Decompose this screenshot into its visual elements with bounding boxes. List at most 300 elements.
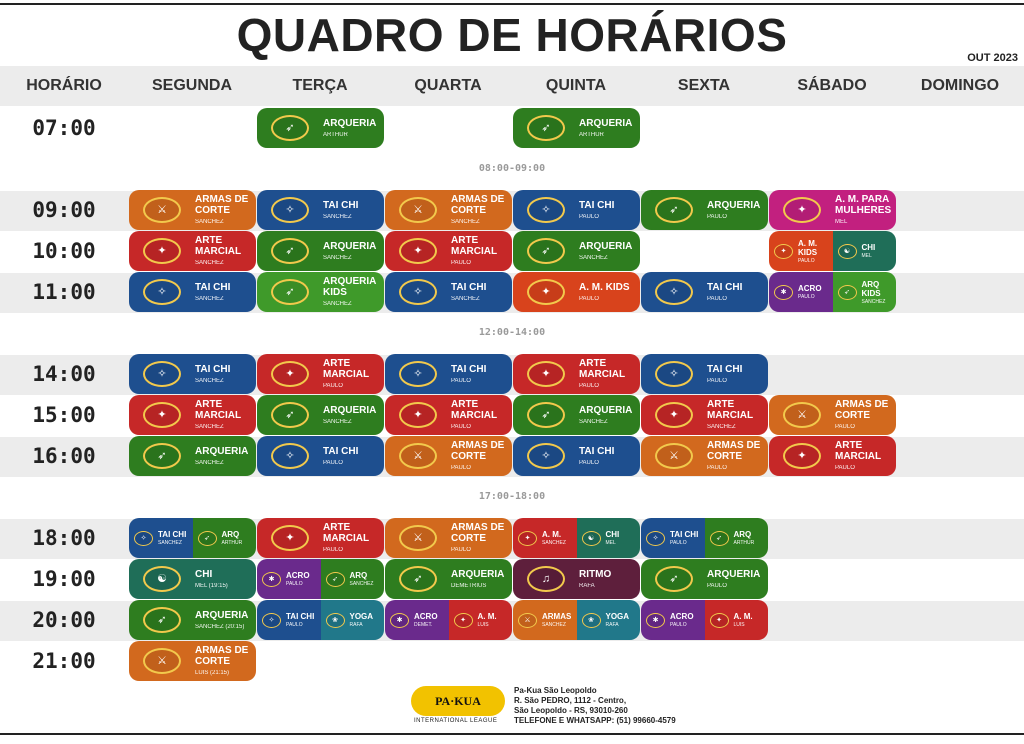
class-text — [451, 440, 512, 472]
class-name: ARTE MARCIAL — [195, 399, 242, 421]
martial-icon: ✦ — [454, 613, 473, 628]
class-text — [862, 243, 876, 259]
class-text — [579, 405, 632, 426]
class-card[interactable] — [385, 272, 512, 312]
class-card[interactable] — [129, 354, 256, 394]
class-segment — [129, 354, 256, 394]
martial-icon: ✦ — [271, 525, 309, 551]
archer-icon: ➶ — [655, 566, 693, 592]
logo-text: PA·KUA — [435, 693, 481, 708]
class-segment — [833, 231, 897, 271]
class-text — [195, 645, 256, 677]
class-name: TAI CHI — [451, 281, 487, 293]
class-text — [195, 282, 230, 303]
instructor-name: RAFA — [579, 582, 595, 589]
time-label: 09:00 — [32, 198, 96, 222]
instructor-name: SANCHEZ — [579, 418, 608, 425]
class-name: ARQUERIA — [323, 117, 377, 129]
class-card[interactable] — [129, 190, 256, 230]
class-name: ARQ KIDS — [861, 279, 881, 298]
class-card[interactable] — [385, 518, 512, 558]
class-text — [323, 405, 376, 426]
archer-icon: ➶ — [527, 115, 565, 141]
class-segment — [641, 395, 768, 435]
class-name: ARQUERIA — [579, 117, 633, 129]
class-card[interactable] — [257, 190, 384, 230]
instructor-name: PAULO — [286, 622, 303, 628]
class-name: ARQUERIA KIDS — [323, 276, 376, 298]
class-name: ARTE MARCIAL — [835, 440, 882, 462]
class-name: ARTE MARCIAL — [451, 399, 498, 421]
class-segment — [513, 190, 640, 230]
sword-icon: ⚔ — [783, 402, 821, 428]
class-card[interactable] — [385, 190, 512, 230]
martial-icon: ✦ — [527, 361, 565, 387]
time-label: 14:00 — [32, 362, 96, 386]
class-card[interactable] — [641, 354, 768, 394]
class-name: TAI CHI — [323, 199, 359, 211]
class-segment — [129, 641, 256, 681]
class-card[interactable] — [513, 354, 640, 394]
class-text — [195, 399, 256, 431]
class-segment — [193, 518, 257, 558]
class-card[interactable] — [129, 231, 256, 271]
class-segment — [129, 436, 256, 476]
instructor-name: PAULO — [670, 540, 687, 546]
class-name: ARQUERIA — [707, 199, 761, 211]
class-name: ARQUERIA — [195, 609, 249, 621]
class-text — [222, 530, 243, 546]
class-segment — [385, 272, 512, 312]
class-name: TAI CHI — [707, 363, 743, 375]
class-card[interactable] — [385, 354, 512, 394]
instructor-name: SANCHEZ — [579, 254, 608, 261]
instructor-name: PAULO — [579, 459, 599, 466]
sword-icon: ⚔ — [399, 443, 437, 469]
class-card[interactable] — [129, 272, 256, 312]
class-text — [606, 530, 620, 546]
class-segment — [129, 600, 256, 640]
class-text — [323, 276, 384, 308]
class-segment — [641, 272, 768, 312]
class-segment — [257, 190, 384, 230]
class-name: ARQUERIA — [195, 445, 249, 457]
class-name: RITMO — [579, 568, 612, 580]
top-rule — [0, 3, 1024, 5]
taichi-icon: ✧ — [271, 197, 309, 223]
class-text — [286, 612, 314, 628]
instructor-name: PAULO — [579, 383, 599, 389]
class-segment — [705, 600, 769, 640]
class-card[interactable] — [129, 436, 256, 476]
class-card[interactable] — [769, 190, 896, 230]
instructor-name: SANCHEZ — [542, 540, 566, 546]
class-segment — [257, 108, 384, 148]
instructor-name: PAULO — [451, 547, 471, 553]
class-name: ARTE MARCIAL — [579, 358, 626, 380]
class-segment — [769, 231, 833, 271]
class-name: A. M. — [733, 612, 753, 621]
class-text — [350, 571, 374, 587]
instructor-name: PAULO — [670, 622, 687, 628]
acro-icon: ✱ — [390, 613, 409, 628]
instructor-name: MEL (19:15) — [195, 582, 228, 589]
sword-icon: ⚔ — [143, 197, 181, 223]
class-card[interactable] — [257, 600, 384, 640]
class-name: TAI CHI — [579, 445, 615, 457]
class-segment — [385, 559, 512, 599]
taichi-icon: ✧ — [134, 531, 153, 546]
martial-icon: ✦ — [399, 402, 437, 428]
archer-icon: ➶ — [271, 402, 309, 428]
class-card[interactable] — [641, 395, 768, 435]
instructor-name: MEL — [835, 219, 848, 225]
header-day-7: DOMINGO — [920, 77, 1000, 94]
class-segment — [257, 231, 384, 271]
class-text — [579, 200, 614, 221]
class-text — [542, 530, 566, 546]
instructor-name: PAULO — [798, 257, 815, 264]
instructor-name: PAULO — [451, 424, 471, 430]
instructor-name: SANCHEZ — [861, 298, 886, 305]
class-text — [579, 569, 611, 590]
class-name: ARQUERIA — [451, 568, 505, 580]
class-text — [579, 446, 614, 467]
martial-icon: ✦ — [710, 613, 729, 628]
archer-icon: ➶ — [838, 285, 857, 300]
class-card[interactable] — [513, 108, 640, 148]
class-card[interactable] — [513, 395, 640, 435]
class-text — [451, 282, 486, 303]
time-label: 15:00 — [32, 403, 96, 427]
martial-icon: ✦ — [143, 238, 181, 264]
sword-icon: ⚔ — [655, 443, 693, 469]
class-card[interactable] — [513, 231, 640, 271]
class-card[interactable] — [385, 231, 512, 271]
class-name: ARTE MARCIAL — [451, 235, 498, 257]
class-card[interactable] — [257, 108, 384, 148]
class-card[interactable] — [385, 395, 512, 435]
sword-icon: ⚔ — [399, 197, 437, 223]
class-text — [414, 612, 438, 628]
instructor-name: LUIS (21:15) — [195, 670, 230, 676]
class-segment — [449, 600, 513, 640]
instructor-name: SANCHEZ — [195, 377, 224, 384]
class-card[interactable] — [385, 559, 512, 599]
bottom-rule — [0, 733, 1024, 735]
instructor-name: PAULO — [798, 294, 815, 300]
class-card[interactable] — [257, 518, 384, 558]
martial-icon: ✦ — [271, 361, 309, 387]
instructor-name: PAULO — [707, 582, 727, 589]
class-name: YOGA — [349, 612, 374, 621]
class-card[interactable] — [641, 436, 768, 476]
class-card[interactable] — [641, 190, 768, 230]
time-label: 16:00 — [32, 444, 96, 468]
sword-icon: ⚔ — [143, 648, 181, 674]
class-card[interactable] — [641, 272, 768, 312]
class-name: ARQ — [733, 530, 752, 539]
taichi-icon: ✧ — [655, 279, 693, 305]
instructor-name: PAULO — [451, 465, 471, 471]
class-text — [606, 612, 630, 628]
class-card[interactable] — [129, 518, 256, 558]
class-card[interactable] — [385, 600, 512, 640]
instructor-name: SANCHEZ — [323, 213, 352, 220]
time-label: 21:00 — [32, 649, 96, 673]
class-name: ARMAS DE CORTE — [195, 645, 249, 667]
class-text — [451, 235, 512, 267]
instructor-name: SANCHEZ — [195, 260, 224, 266]
martial-icon: ✦ — [655, 402, 693, 428]
archer-icon: ➶ — [527, 402, 565, 428]
class-text — [862, 280, 897, 305]
header-day-6: SÁBADO — [797, 77, 867, 94]
class-segment — [257, 354, 384, 394]
class-name: TAI CHI — [670, 530, 699, 539]
instructor-name: SANCHEZ — [323, 254, 352, 261]
class-name: ARMAS DE CORTE — [451, 440, 505, 462]
class-name: TAI CHI — [451, 363, 487, 375]
instructor-name: PAULO — [579, 213, 599, 220]
class-text — [579, 118, 632, 139]
class-card[interactable] — [769, 395, 896, 435]
class-segment — [321, 600, 385, 640]
class-text — [323, 118, 376, 139]
class-text — [286, 571, 310, 587]
class-name: TAI CHI — [579, 199, 615, 211]
class-text — [707, 569, 760, 590]
class-segment — [641, 518, 705, 558]
instructor-name: SANCHEZ — [195, 219, 224, 225]
class-name: ACRO — [414, 612, 438, 621]
instructor-name: PAULO — [835, 424, 855, 430]
taichi-icon: ✧ — [262, 613, 281, 628]
class-segment — [513, 518, 577, 558]
time-label: 07:00 — [32, 116, 96, 140]
archer-icon: ➶ — [710, 531, 729, 546]
class-segment — [257, 272, 384, 312]
class-segment — [257, 600, 321, 640]
class-card[interactable] — [129, 641, 256, 681]
pakua-logo — [411, 686, 505, 716]
class-name: ARQUERIA — [579, 240, 633, 252]
class-name: ACRO — [286, 571, 310, 580]
class-name: CHI — [605, 530, 620, 539]
archer-icon: ➶ — [271, 279, 309, 305]
instructor-name: PAULO — [835, 465, 855, 471]
class-name: TAI CHI — [158, 530, 187, 539]
class-segment — [513, 272, 640, 312]
class-card[interactable] — [129, 559, 256, 599]
class-segment — [257, 559, 321, 599]
class-name: ARQUERIA — [707, 568, 761, 580]
class-card[interactable] — [641, 600, 768, 640]
instructor-name: MEL — [861, 253, 872, 259]
instructor-name: PAULO — [323, 383, 343, 389]
class-segment — [385, 395, 512, 435]
instructor-name: SANCHEZ — [349, 581, 374, 587]
class-segment — [129, 231, 256, 271]
sword-icon: ⚔ — [399, 525, 437, 551]
break-interval-label: 12:00-14:00 — [478, 327, 546, 338]
class-segment — [769, 272, 833, 312]
taichi-icon: ✧ — [143, 361, 181, 387]
class-name: A. M. PARA MULHERES — [835, 194, 892, 216]
class-name: ARMAS DE CORTE — [451, 194, 505, 216]
class-segment — [769, 395, 896, 435]
class-segment — [129, 395, 256, 435]
class-name: A. M. — [477, 612, 497, 621]
class-text — [451, 194, 512, 226]
class-card[interactable] — [385, 436, 512, 476]
class-card[interactable] — [769, 272, 896, 312]
class-segment — [385, 436, 512, 476]
instructor-name: SANCHEZ — [195, 295, 224, 302]
class-text — [350, 612, 374, 628]
yinyang-icon: ☯ — [838, 244, 857, 259]
taichi-icon: ✧ — [527, 443, 565, 469]
class-card[interactable] — [513, 436, 640, 476]
class-card[interactable] — [257, 231, 384, 271]
class-card[interactable] — [129, 395, 256, 435]
class-segment — [641, 190, 768, 230]
class-segment — [513, 600, 577, 640]
class-name: ARMAS — [542, 612, 572, 621]
class-segment — [641, 600, 705, 640]
time-label: 20:00 — [32, 608, 96, 632]
class-segment — [385, 190, 512, 230]
class-segment — [257, 436, 384, 476]
yinyang-icon: ☯ — [143, 566, 181, 592]
class-card[interactable] — [513, 559, 640, 599]
class-card[interactable] — [257, 436, 384, 476]
time-label: 18:00 — [32, 526, 96, 550]
class-card[interactable] — [641, 518, 768, 558]
instructor-name: PAULO — [323, 459, 343, 466]
class-card[interactable] — [513, 518, 640, 558]
class-text — [734, 612, 753, 628]
class-segment — [513, 108, 640, 148]
archer-icon: ➶ — [655, 197, 693, 223]
class-text — [158, 530, 186, 546]
class-segment — [129, 518, 193, 558]
class-card[interactable] — [513, 600, 640, 640]
class-text — [798, 239, 833, 264]
header-day-2: TERÇA — [292, 77, 348, 94]
class-segment — [257, 518, 384, 558]
break-interval-label: 17:00-18:00 — [478, 491, 546, 502]
instructor-name: SANCHEZ — [323, 418, 352, 425]
class-card[interactable] — [641, 559, 768, 599]
drum-icon: ♫ — [527, 566, 565, 592]
page-title: QUADRO DE HORÁRIOS — [236, 9, 788, 61]
instructor-name: RAFA — [349, 622, 363, 628]
class-text — [579, 241, 632, 262]
class-segment — [769, 436, 896, 476]
class-text — [323, 446, 358, 467]
sword-icon: ⚔ — [518, 613, 537, 628]
time-label: 11:00 — [32, 280, 96, 304]
class-name: ARQUERIA — [323, 404, 377, 416]
class-card[interactable] — [769, 436, 896, 476]
yinyang-icon: ☯ — [582, 531, 601, 546]
instructor-name: ARTHUR — [221, 540, 243, 546]
class-text — [478, 612, 497, 628]
instructor-name: SANCHEZ — [158, 540, 182, 546]
class-card[interactable] — [257, 354, 384, 394]
class-text — [451, 399, 512, 431]
class-segment — [577, 600, 641, 640]
class-card[interactable] — [769, 231, 896, 271]
instructor-name: PAULO — [707, 295, 727, 302]
class-name: CHI — [195, 568, 213, 580]
acro-icon: ✱ — [646, 613, 665, 628]
class-segment — [513, 559, 640, 599]
class-name: CHI — [861, 243, 876, 252]
class-segment — [129, 559, 256, 599]
class-text — [707, 364, 742, 385]
class-name: ARTE MARCIAL — [323, 358, 370, 380]
class-segment — [513, 395, 640, 435]
class-text — [670, 530, 698, 546]
logo-subtitle: INTERNATIONAL LEAGUE — [414, 718, 498, 724]
instructor-name: PAULO — [286, 581, 303, 587]
archer-icon: ➶ — [198, 531, 217, 546]
instructor-name: PAULO — [323, 547, 343, 553]
instructor-name: PAULO — [451, 260, 471, 266]
footer-address — [514, 686, 676, 726]
acro-icon: ✱ — [262, 572, 281, 587]
archer-icon: ➶ — [143, 607, 181, 633]
archer-icon: ➶ — [271, 115, 309, 141]
month-label: OUT 2023 — [967, 52, 1018, 64]
yoga-icon: ❀ — [326, 613, 345, 628]
class-segment — [641, 559, 768, 599]
instructor-name: LUIS — [733, 622, 745, 628]
taichi-icon: ✧ — [271, 443, 309, 469]
instructor-name: ARTHUR — [579, 131, 604, 138]
class-card[interactable] — [513, 190, 640, 230]
class-name: A. M. — [542, 530, 562, 539]
instructor-name: SANCHEZ — [451, 219, 480, 225]
martial-icon: ✦ — [783, 443, 821, 469]
class-text — [195, 610, 248, 631]
class-card[interactable] — [257, 272, 384, 312]
instructor-name: PAULO — [707, 377, 727, 384]
class-segment — [641, 436, 768, 476]
class-name: TAI CHI — [286, 612, 315, 621]
class-name: ARQ — [221, 530, 240, 539]
class-segment — [385, 354, 512, 394]
class-name: ARQUERIA — [579, 404, 633, 416]
class-text — [670, 612, 694, 628]
martial-icon: ✦ — [399, 238, 437, 264]
instructor-name: DEMETRIUS — [451, 582, 487, 589]
instructor-name: SANCHEZ — [451, 295, 480, 302]
class-card[interactable] — [129, 600, 256, 640]
class-card[interactable] — [257, 395, 384, 435]
class-text — [707, 440, 768, 472]
acro-icon: ✱ — [774, 285, 793, 300]
class-name: TAI CHI — [195, 281, 231, 293]
class-card[interactable] — [513, 272, 640, 312]
class-card[interactable] — [257, 559, 384, 599]
class-name: ARQUERIA — [323, 240, 377, 252]
archer-icon: ➶ — [399, 566, 437, 592]
martial-icon: ✦ — [518, 531, 537, 546]
address-line: TELEFONE E WHATSAPP: (51) 99660-4579 — [514, 716, 676, 725]
